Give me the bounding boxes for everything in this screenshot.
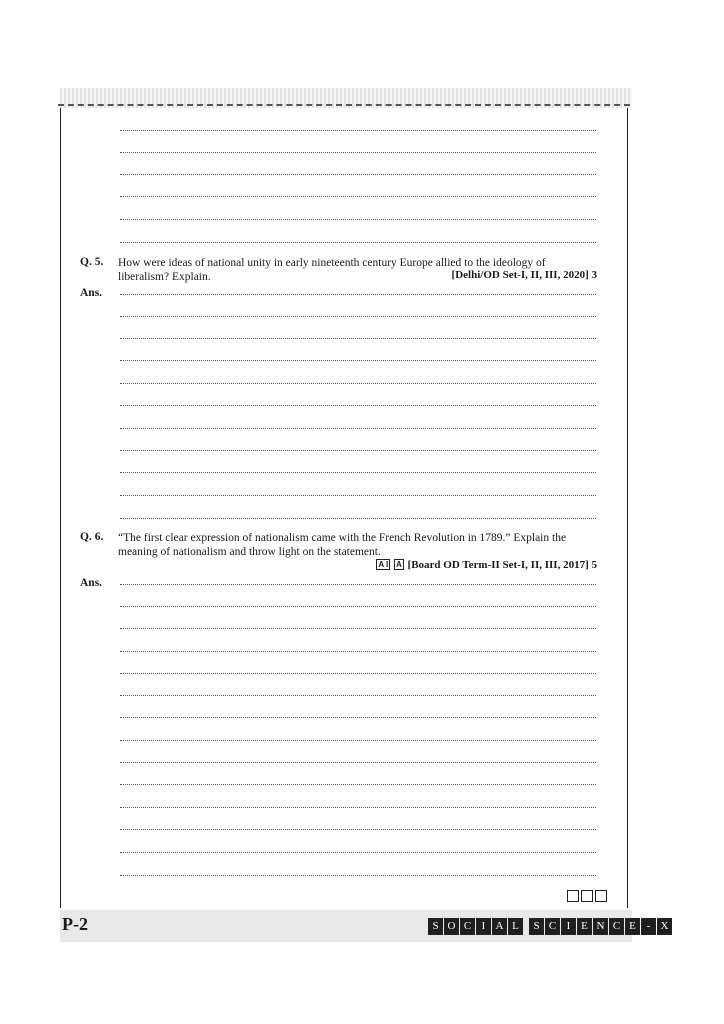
subject-letter: S (428, 918, 443, 935)
answer-line[interactable] (120, 807, 596, 808)
answer-6-label: Ans. (80, 577, 103, 589)
answer-line[interactable] (120, 784, 596, 785)
answer-line[interactable] (120, 717, 596, 718)
answer-line[interactable] (120, 606, 596, 607)
question-5-source: [Delhi/OD Set-I, II, III, 2020] 3 (451, 269, 597, 281)
page-frame (60, 108, 628, 908)
end-box-icon (567, 890, 579, 902)
answer-line[interactable] (120, 338, 596, 339)
subject-letter: E (577, 918, 592, 935)
question-6-line-1: “The first clear expression of nationalism came with the French Revolution in 1789.” Explain the (118, 532, 567, 544)
answer-line[interactable] (120, 242, 596, 243)
apply-tag: A (396, 560, 402, 569)
answer-line[interactable] (120, 428, 596, 429)
subject-letter: - (641, 918, 656, 935)
analyse-tag: A I (378, 560, 389, 569)
answer-line[interactable] (120, 316, 596, 317)
answer-line[interactable] (120, 174, 596, 175)
answer-line[interactable] (120, 360, 596, 361)
answer-line[interactable] (120, 130, 596, 131)
answer-line[interactable] (120, 405, 596, 406)
answer-line[interactable] (120, 196, 596, 197)
subject-letter: E (625, 918, 640, 935)
question-6-source: [Board OD Term-II Set-I, II, III, 2017] 5 (407, 559, 597, 571)
subject-letter: C (460, 918, 475, 935)
end-box-icon (595, 890, 607, 902)
answer-line[interactable] (120, 628, 596, 629)
subject-letter: I (476, 918, 491, 935)
subject-letter: A (492, 918, 507, 935)
subject-letter: O (444, 918, 459, 935)
question-6-source-wrap (376, 559, 597, 571)
answer-line[interactable] (120, 152, 596, 153)
header-dashed-rule (58, 104, 630, 106)
subject-letter: L (508, 918, 523, 935)
subject-letter: C (545, 918, 560, 935)
answer-line[interactable] (120, 219, 596, 220)
question-6-number: Q. 6. (80, 531, 104, 543)
subject-space (524, 918, 528, 933)
answer-5-label: Ans. (80, 287, 103, 299)
subject-letter: N (593, 918, 608, 935)
page-number: P-2 (62, 914, 88, 934)
answer-line[interactable] (120, 852, 596, 853)
subject-letter: X (657, 918, 672, 935)
subject-letter: I (561, 918, 576, 935)
answer-line[interactable] (120, 651, 596, 652)
subject-title (428, 918, 673, 935)
answer-line[interactable] (120, 740, 596, 741)
question-6-line-2: meaning of nationalism and throw light on the statement. (118, 546, 381, 558)
answer-line[interactable] (120, 495, 596, 496)
end-box-icon (581, 890, 593, 902)
answer-line[interactable] (120, 518, 596, 519)
answer-line[interactable] (120, 695, 596, 696)
answer-line[interactable] (120, 875, 596, 876)
subject-letter: C (609, 918, 624, 935)
question-5-number: Q. 5. (80, 256, 104, 268)
answer-line[interactable] (120, 294, 596, 295)
answer-line[interactable] (120, 673, 596, 674)
answer-line[interactable] (120, 829, 596, 830)
question-5-line-2: liberalism? Explain. (118, 271, 211, 283)
question-5-line-1: How were ideas of national unity in early nineteenth century Europe allied to the ideology of (118, 257, 546, 269)
question-6-text (118, 531, 596, 559)
subject-letter: S (529, 918, 544, 935)
answer-line[interactable] (120, 584, 596, 585)
end-of-section-marker (567, 890, 607, 902)
answer-line[interactable] (120, 383, 596, 384)
answer-line[interactable] (120, 472, 596, 473)
answer-line[interactable] (120, 450, 596, 451)
answer-line[interactable] (120, 762, 596, 763)
